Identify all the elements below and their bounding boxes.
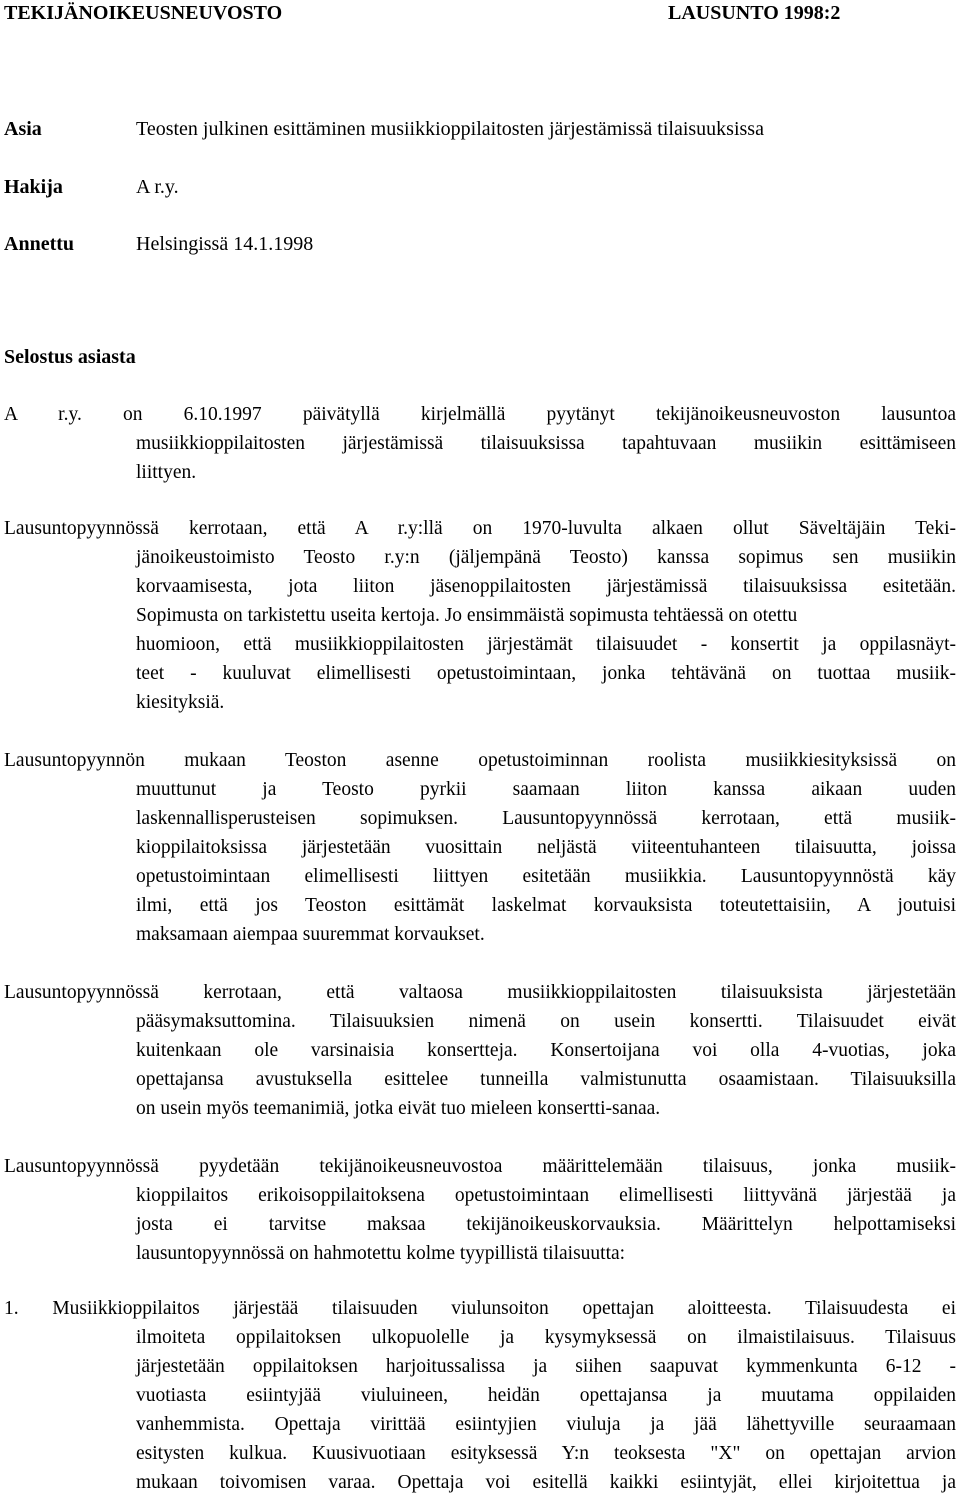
paragraph-line: Lausuntopyynnössä pyydetään tekijänoikeusneuvostoa määrittelemään tilaisuus, jonka musiik- — [4, 1156, 956, 1177]
paragraph-line: Sopimusta on tarkistettu useita kertoja. Jo ensimmäistä sopimusta tehtäessä on otettu — [136, 605, 798, 626]
hakija-label: Hakija — [4, 176, 63, 198]
paragraph-line: mukaan toivomisen varaa. Opettaja voi esitellä kaikki esiintyjät, ellei kirjoitettua ja — [136, 1472, 956, 1493]
paragraph-line: Lausuntopyynnön mukaan Teoston asenne opetustoiminnan roolista musiikkiesityksissä on — [4, 750, 956, 771]
paragraph-1 — [4, 400, 956, 487]
annettu-label: Annettu — [4, 233, 75, 255]
paragraph-line: esitysten kulkua. Kuusivuotiaan esityksessä Y:n teoksesta "X" on opettajan arvion — [136, 1443, 956, 1464]
paragraph-line: jänoikeustoimisto Teosto r.y:n (jäljempänä Teosto) kanssa sopimus sen musiikin — [136, 547, 956, 568]
paragraph-line: liittyen. — [136, 462, 197, 483]
paragraph-line: Lausuntopyynnössä kerrotaan, että valtaosa musiikkioppilaitosten tilaisuuksista järjestetään — [4, 982, 956, 1003]
paragraph-line: vanhemmista. Opettaja virittää esiintyjien viuluja ja jää lähettyville seuraamaan — [136, 1414, 956, 1435]
section-title: Selostus asiasta — [4, 346, 136, 368]
paragraph-line: opettajansa avustuksella esittelee tunneilla valmistunutta osaamistaan. Tilaisuuksilla — [136, 1069, 956, 1090]
paragraph-line: A r.y. on 6.10.1997 päivätyllä kirjelmällä pyytänyt tekijänoikeusneuvoston lausuntoa — [4, 404, 956, 425]
paragraph-line: maksamaan aiempaa suuremmat korvaukset. — [136, 924, 485, 945]
paragraph-line: kiesityksiä. — [136, 692, 225, 713]
document-header — [4, 2, 950, 30]
paragraph-4 — [4, 978, 956, 1123]
numbered-item-1 — [4, 1294, 956, 1497]
hakija-value: A r.y. — [136, 176, 179, 198]
asia-label: Asia — [4, 118, 42, 140]
asia-value: Teosten julkinen esittäminen musiikkioppilaitosten järjestämissä tilaisuuksissa — [136, 118, 764, 140]
paragraph-line: järjestetään oppilaitoksen harjoitussalissa ja siihen saapuvat kymmenkunta 6-12 - — [136, 1356, 956, 1377]
paragraph-line: opetustoimintaan elimellisesti liittyen esitetään musiikkia. Lausuntopyynnöstä käy — [136, 866, 956, 887]
organization-name: TEKIJÄNOIKEUSNEUVOSTO — [4, 2, 283, 24]
paragraph-line: kioppilaitos erikoisoppilaitoksena opetustoimintaan elimellisesti liittyvänä järjestää ja — [136, 1185, 956, 1206]
paragraph-line: laskennallisperusteisen sopimuksen. Lausuntopyynnössä kerrotaan, että musiik- — [136, 808, 956, 829]
paragraph-line: lausuntopyynnössä on hahmotettu kolme tyypillistä tilaisuutta: — [136, 1243, 626, 1264]
paragraph-line: on usein myös teemanimiä, jotka eivät tuo mieleen konsertti-sanaa. — [136, 1098, 661, 1119]
paragraph-line: kioppilaitoksissa järjestetään vuosittain neljästä viiteentuhanteen tilaisuutta, joissa — [136, 837, 956, 858]
paragraph-5 — [4, 1152, 956, 1268]
paragraph-line: ilmi, että jos Teoston esittämät laskelmat korvauksista toteutettaisiin, A joutuisi — [136, 895, 956, 916]
paragraph-line: kuitenkaan ole varsinaisia konsertteja. Konsertoijana voi olla 4-vuotias, joka — [136, 1040, 956, 1061]
annettu-value: Helsingissä 14.1.1998 — [136, 233, 314, 255]
paragraph-3 — [4, 746, 956, 949]
paragraph-line: muuttunut ja Teosto pyrkii saamaan liiton kanssa aikaan uuden — [136, 779, 956, 800]
paragraph-2 — [4, 514, 956, 717]
paragraph-line: korvaamisesta, jota liiton jäsenoppilaitosten järjestämissä tilaisuuksissa esitetään. — [136, 576, 956, 597]
statement-number: LAUSUNTO 1998:2 — [668, 2, 841, 24]
paragraph-line: Lausuntopyynnössä kerrotaan, että A r.y:llä on 1970-luvulta alkaen ollut Säveltäjäin Teki- — [4, 518, 956, 539]
paragraph-line: 1. Musiikkioppilaitos järjestää tilaisuuden viulunsoiton opettajan aloitteesta. Tilaisuudesta ei — [4, 1298, 956, 1319]
paragraph-line: teet - kuuluvat elimellisesti opetustoimintaan, jonka tehtävänä on tuottaa musiik- — [136, 663, 956, 684]
paragraph-line: ilmoiteta oppilaitoksen ulkopuolelle ja kysymyksessä on ilmaistilaisuus. Tilaisuus — [136, 1327, 956, 1348]
paragraph-line: musiikkioppilaitosten järjestämissä tilaisuuksissa tapahtuvaan musiikin esittämiseen — [136, 433, 956, 454]
paragraph-line: pääsymaksuttomina. Tilaisuuksien nimenä on usein konsertti. Tilaisuudet eivät — [136, 1011, 956, 1032]
paragraph-line: josta ei tarvitse maksaa tekijänoikeuskorvauksia. Määrittelyn helpottamiseksi — [136, 1214, 956, 1235]
paragraph-line: huomioon, että musiikkioppilaitosten järjestämät tilaisuudet - konsertit ja oppilasnäyt- — [136, 634, 956, 655]
paragraph-line: vuotiasta esiintyjää viuluineen, heidän opettajansa ja muutama oppilaiden — [136, 1385, 956, 1406]
